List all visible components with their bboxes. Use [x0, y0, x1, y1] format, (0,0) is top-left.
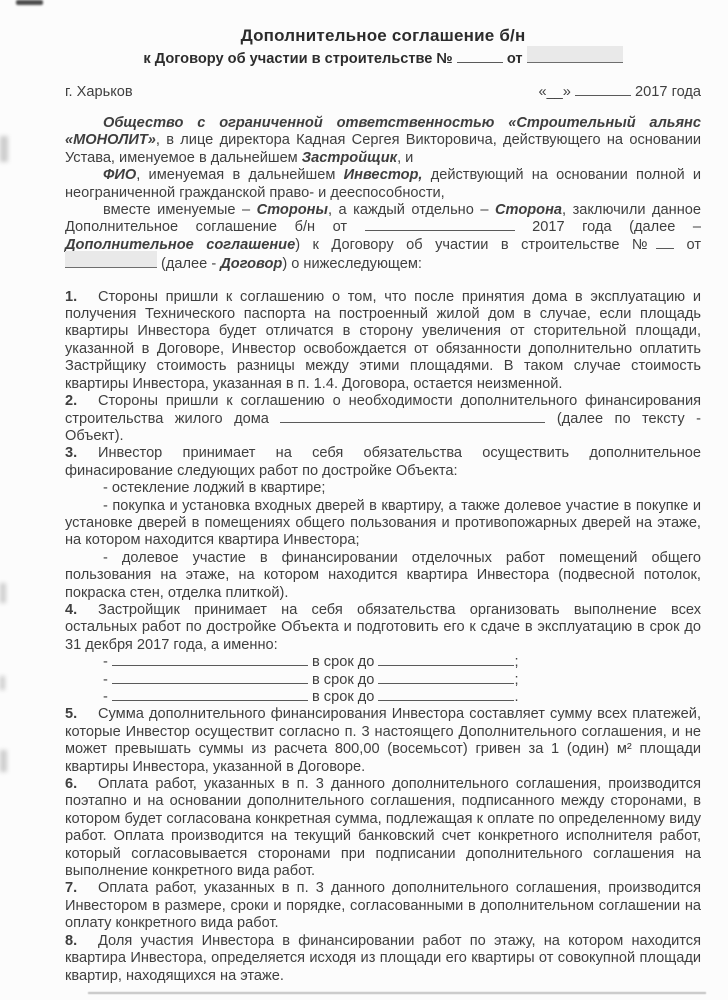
intro-paragraph-developer — [65, 115, 701, 167]
scan-artifact-bottom-line — [88, 992, 706, 994]
term-supplementary-agreement: Дополнительное соглашение — [65, 236, 296, 253]
text-run: от — [674, 236, 701, 253]
deadline-label: в срок до — [312, 689, 375, 705]
work-name-blank — [112, 690, 308, 701]
deadline-date-blank — [378, 673, 514, 684]
scan-artifact-edge-smudge — [0, 583, 6, 603]
dash: - — [103, 671, 108, 688]
punct: ; — [514, 654, 519, 671]
term-party: Сторона — [495, 202, 562, 219]
scan-artifact-edge-smudge — [0, 136, 8, 162]
clause-number: 2. — [65, 393, 78, 410]
term-developer: Застройщик — [301, 149, 398, 166]
clause-5 — [65, 706, 701, 776]
clause-number: 3. — [65, 445, 78, 462]
clause-text: Оплата работ, указанных в п. 3 данного дополнительного соглашения, производится поэтапно и на основании дополнительного соглашения, подписанного между сторонами, в котором будет согласована конкретная сумма, подлежащая к оплате по определенному виду работ. Оплата производится на текущий банковский счет конкретного исполнителя работ, который согласовывается сторонами при подписании дополнительного соглашения на выполнение конкретного вида работ. — [65, 776, 701, 880]
text-run: , заключили данное Дополнительное соглашение б/н от — [65, 202, 701, 236]
deadline-label: в срок до — [312, 671, 375, 688]
contract-number-blank-small — [656, 238, 674, 249]
subtitle-text-ot: от — [506, 51, 523, 67]
term-investor: Инвестор, — [343, 167, 423, 184]
clause-number: 4. — [65, 601, 78, 618]
clause-number: 6. — [65, 776, 78, 793]
developer-name: Общество с ограниченной ответственностью «Строительный альянс «МОНОЛИТ» — [65, 115, 701, 149]
document-body — [65, 115, 701, 985]
date-blank — [575, 85, 631, 96]
contract-date-blank-highlighted — [527, 49, 623, 63]
date-quotes: «__» — [538, 84, 571, 100]
clause-text: Сумма дополнительного финансирования Инвестора составляет сумму всех платежей, которые Инвестор осуществит согласно п. 3 настоящего Дополнительного соглашения, и не может превышать суммы из расчета 800,00 (восемьсот) гривен за 1 (один) м² площади квартиры Инвестора, указанной в Договоре. — [65, 706, 701, 775]
clause-4-deadline-row-1 — [65, 654, 701, 671]
clause-text: Застройщик принимает на себя обязательства организовать выполнение всех остальных работ по достройке Объекта и подготовить его к сдаче в эксплуатацию в срок до 31 декбря 2017 года, а именно: — [65, 601, 701, 653]
clause-text: Стороны пришли к соглашению о том, что после принятия дома в эксплуатацию и получения Технического паспорта на построенный жилой дом в случае, если площадь квартиры Инвестора будет отличатся в сторону увеличения от сторительной площади, указанной в Договоре, Инвестор освобождается от обязанности дополнительно оплатить Застрйщику стоимость разницы между этими площадями. В таком случае стоимость квартиры Инвестора, указанная в п. 1.4. Договора, остается неизменной. — [65, 288, 701, 392]
deadline-date-blank — [378, 690, 514, 701]
text-run: ) о нижеследующем: — [282, 256, 422, 273]
clause-number: 7. — [65, 880, 78, 897]
clause-text: Инвестор принимает на себя обязательства осуществить дополнительное финасирование следующих работ по достройке Объекта: — [65, 445, 701, 479]
punct: . — [514, 689, 519, 705]
document-subtitle — [65, 49, 701, 67]
scan-artifact-top-mark — [16, 0, 43, 5]
clause-number: 8. — [65, 932, 78, 949]
clause-4-deadline-row-3 — [65, 689, 701, 706]
intro-paragraph-investor — [65, 167, 701, 202]
clause-1 — [65, 289, 701, 393]
scan-artifact-edge-smudge — [0, 750, 7, 772]
city-label: г. Харьков — [65, 84, 133, 100]
clause-6 — [65, 776, 701, 880]
deadline-date-blank — [378, 655, 514, 666]
clause-text: Доля участия Инвестора в финансировании работ по этажу, на котором находится квартира Инвестора, определяется исходя из площади его квартиры от совокупной площади квартир, находящихся на этаже. — [65, 932, 701, 984]
meta-row — [65, 84, 701, 100]
punct: ; — [514, 671, 519, 688]
scan-artifact-edge-smudge — [0, 676, 5, 690]
contract-date-blank-highlighted — [65, 254, 157, 268]
work-name-blank — [112, 655, 308, 666]
date-year: 2017 года — [635, 84, 701, 100]
clause-3 — [65, 445, 701, 480]
clause-number: 5. — [65, 706, 78, 723]
text-run: 2017 года (далее – — [514, 219, 701, 236]
text-run: вместе именуемые – — [103, 202, 257, 219]
clause-4 — [65, 602, 701, 654]
text-run: действующий на основании полной и неограниченной гражданской право- и дееспособности, — [65, 167, 701, 201]
clause-3-bullet-1: - остекление лоджий в квартире; — [103, 480, 326, 497]
clause-number: 1. — [65, 288, 78, 305]
clause-8 — [65, 933, 701, 985]
investor-name-placeholder: ФИО — [103, 167, 137, 184]
text-run: ) к Договору об участии в строительстве № — [295, 236, 657, 253]
dash: - — [103, 654, 108, 671]
clause-text: Оплата работ, указанных в п. 3 данного дополнительного соглашения, производится Инвестором в размере, сроки и порядке, согласованными в дополнительном соглашении на оплату конкретного вида работ. — [65, 880, 701, 932]
text-run: , в лице директора Кадная Сергея Викторовича, действующего на основании Устава, именуемое в дальнейшем — [65, 132, 701, 166]
document-title: Дополнительное соглашение б/н — [240, 26, 526, 45]
term-parties: Стороны — [256, 202, 328, 219]
clause-text: Стороны пришли к соглашению о необходимости дополнительного финансирования строительства жилого дома — [65, 393, 701, 427]
subtitle-text: к Договору об участии в строительстве № — [143, 51, 453, 67]
document-content — [65, 26, 701, 985]
deadline-label: в срок до — [312, 654, 375, 671]
clause-3-bullet-2: - покупка и установка входных дверей в квартиру, а также долевое участие в покупке и установке дверей в помещениях общего пользования и противопожарных дверей на этаже, на котором находится квартира Инвестора; — [65, 497, 701, 549]
clause-3-bullet-3: - долевое участие в финансировании отделочных работ помещений общего пользования на этаже, на котором находится квартира Инвестора (подвесной потолок, покраска стен, отделка плиткой). — [65, 549, 701, 601]
clause-4-deadline-row-2 — [65, 672, 701, 689]
term-contract: Договор — [220, 256, 283, 273]
text-run: , а каждый отдельно – — [327, 202, 495, 219]
text-run: (далее - — [157, 256, 221, 273]
date-line — [538, 84, 701, 100]
agreement-date-blank — [365, 220, 515, 231]
clause-2 — [65, 393, 701, 445]
building-name-blank — [280, 412, 545, 423]
intro-paragraph-parties — [65, 202, 701, 274]
work-name-blank — [112, 673, 308, 684]
clause-text: (далее по тексту - Объект). — [65, 410, 701, 444]
text-run: , именуемая в дальнейшем — [136, 167, 344, 184]
dash: - — [103, 689, 108, 705]
text-run: , и — [397, 149, 414, 166]
contract-number-blank — [457, 52, 503, 63]
clause-7 — [65, 880, 701, 932]
